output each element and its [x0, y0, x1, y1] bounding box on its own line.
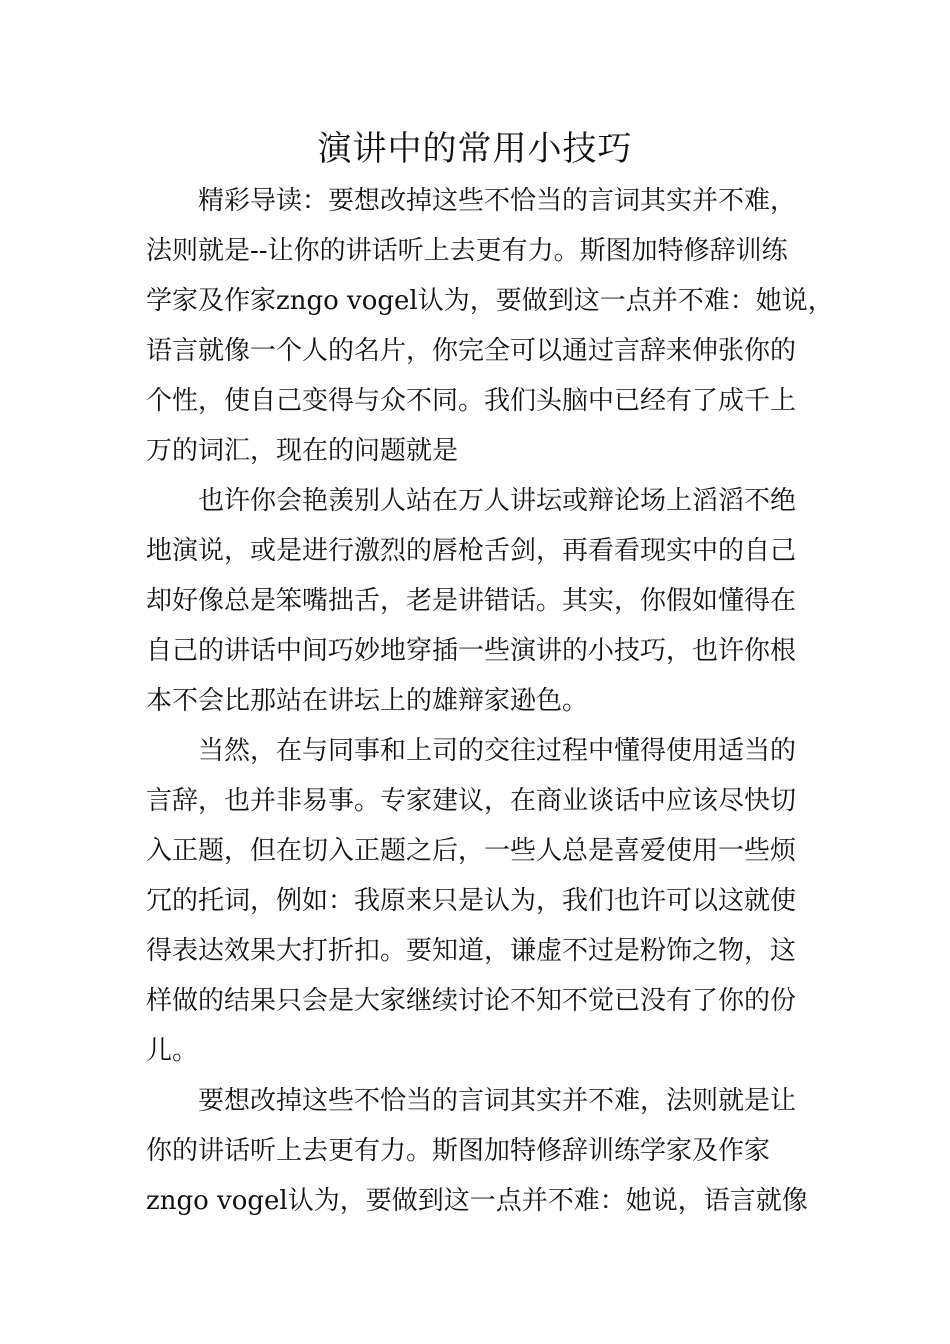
paragraph-line: zngo vogel认为，要做到这一点并不难：她说，语言就像	[146, 1186, 808, 1216]
paragraph-4	[146, 1076, 826, 1226]
paragraph-line: 精彩导读：要想改掉这些不恰当的言词其实并不难，	[198, 186, 797, 216]
paragraph-line: 儿。	[146, 1036, 199, 1066]
document-title: 演讲中的常用小技巧	[317, 129, 633, 169]
paragraph-line: 地演说，或是进行激烈的唇枪舌剑，再看看现实中的自己	[146, 536, 797, 566]
paragraph-line: 学家及作家zngo vogel认为，要做到这一点并不难：她说，	[146, 286, 834, 316]
paragraph-line: 自己的讲话中间巧妙地穿插一些演讲的小技巧，也许你根	[146, 636, 797, 666]
paragraph-line: 法则就是--让你的讲话听上去更有力。斯图加特修辞训练	[146, 236, 788, 266]
paragraph-line: 万的词汇，现在的问题就是	[146, 436, 459, 466]
paragraph-line: 冗的托词，例如：我原来只是认为，我们也许可以这就使	[146, 886, 797, 916]
paragraph-line: 却好像总是笨嘴拙舌，老是讲错话。其实，你假如懂得在	[146, 586, 797, 616]
paragraph-line: 也许你会艳羡别人站在万人讲坛或辩论场上滔滔不绝	[198, 486, 797, 516]
paragraph-line: 入正题，但在切入正题之后，一些人总是喜爱使用一些烦	[146, 836, 797, 866]
paragraph-line: 语言就像一个人的名片，你完全可以通过言辞来伸张你的	[146, 336, 797, 366]
paragraph-line: 样做的结果只会是大家继续讨论不知不觉已没有了你的份	[146, 986, 797, 1016]
paragraph-line: 个性，使自己变得与众不同。我们头脑中已经有了成千上	[146, 386, 797, 416]
paragraph-3	[146, 726, 826, 1076]
paragraph-line: 要想改掉这些不恰当的言词其实并不难，法则就是让	[198, 1086, 797, 1116]
paragraph-1	[146, 176, 834, 476]
paragraph-line: 本不会比那站在讲坛上的雄辩家逊色。	[146, 686, 589, 716]
document-body	[146, 176, 834, 1226]
paragraph-line: 言辞，也并非易事。专家建议，在商业谈话中应该尽快切	[146, 786, 797, 816]
paragraph-line: 你的讲话听上去更有力。斯图加特修辞训练学家及作家	[146, 1136, 771, 1166]
paragraph-2	[146, 476, 826, 726]
paragraph-line: 得表达效果大打折扣。要知道，谦虚不过是粉饰之物，这	[146, 936, 797, 966]
paragraph-line: 当然，在与同事和上司的交往过程中懂得使用适当的	[198, 736, 797, 766]
